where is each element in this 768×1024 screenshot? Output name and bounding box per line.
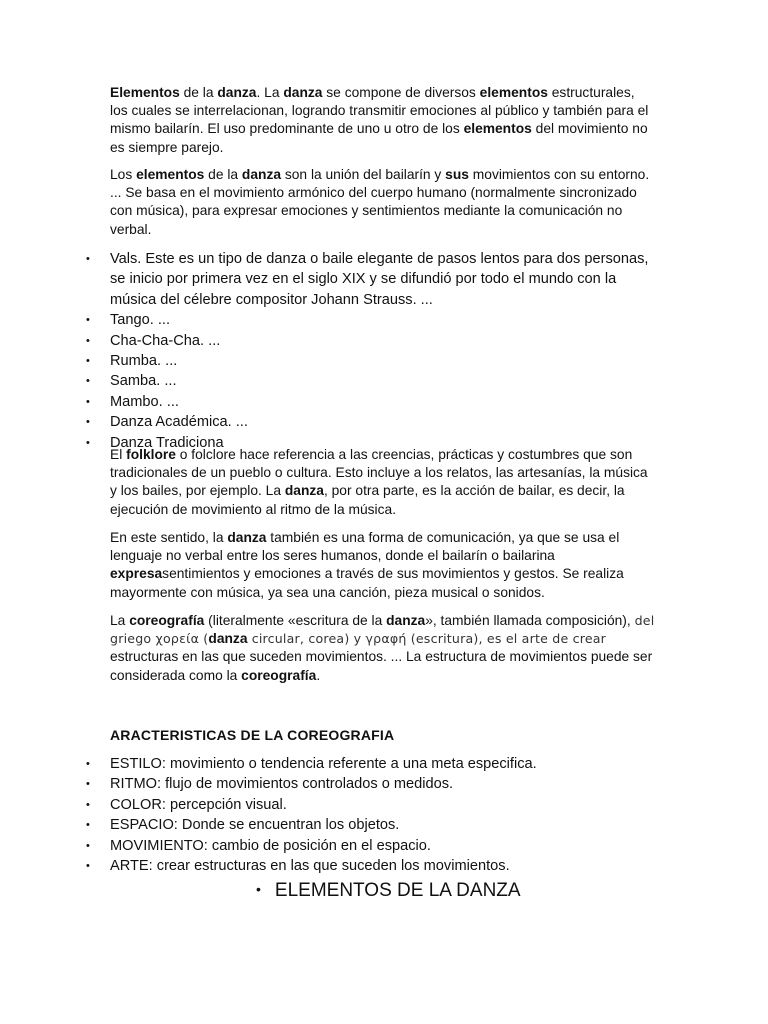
text-run: también es una forma de comunicación, ya que se usa el lenguaje no verbal entre los seres humanos, donde el bailarín o bailarina — [110, 530, 620, 564]
list-item — [0, 795, 650, 815]
text-run: estructurales, los cuales se interrelacionan, logrando transmitir emociones al público y también para el mismo bailarín. El uso predominante de uno u otro de los — [110, 85, 649, 137]
text-run: estructuras en las que suceden movimientos. ... La estructura de movimientos puede ser considerada como la — [110, 649, 653, 683]
dance-types-list — [0, 249, 768, 453]
list-item-text: Samba. ... — [110, 373, 177, 390]
text-run: movimientos con su entorno. ... Se basa en el movimiento armónico del cuerpo humano (normalmente sincronizado con música), para expresar emociones y sentimientos mediante la comunicación no verbal. — [110, 167, 650, 237]
paragraph-coreografia — [110, 612, 655, 685]
list-item — [0, 774, 650, 794]
text-run: sentimientos y emociones a través de sus movimientos y gestos. Se realiza mayormente con música, ya sea una canción, pieza musical o sonidos. — [110, 566, 624, 600]
list-item-text: Danza Tradiciona — [110, 434, 224, 451]
bullet-marker: • — [86, 355, 90, 368]
text-run: de la — [179, 85, 218, 100]
text-run: . — [316, 667, 321, 683]
text-run: del griego χορεία ( — [110, 613, 655, 647]
text-run: Los — [110, 167, 137, 182]
bold-text-run: Elementos — [110, 85, 180, 100]
text-run: La — [110, 613, 130, 628]
list-item-text: Cha-Cha-Cha. ... — [110, 332, 221, 349]
list-item-text: ESTILO: movimiento o tendencia referente a una meta especifica. — [110, 756, 537, 772]
bullet-marker: • — [86, 798, 90, 811]
list-item — [0, 310, 650, 330]
bullet-marker: • — [86, 819, 90, 832]
bullet-marker: • — [86, 416, 90, 429]
bullet-marker: • — [86, 334, 90, 347]
bullet-marker: • — [86, 253, 90, 265]
bullet-marker: • — [86, 839, 90, 852]
text-run: En este sentido, la — [110, 530, 228, 545]
list-item-text: Vals. Este es un tipo de danza o baile elegante de pasos lentos para dos personas, se inicio por primera vez en el siglo XIX y se difundió por todo el mundo con la música del célebre compositor Johann Strauss. ... — [110, 251, 649, 308]
bullet-marker: • — [86, 395, 90, 408]
list-item — [0, 392, 650, 412]
text-run: (literalmente «escritura de la — [204, 613, 387, 628]
bold-text-run: sus — [445, 167, 469, 182]
list-item-text: Mambo. ... — [110, 393, 179, 410]
text-run: del movimiento no es siempre parejo. — [110, 121, 648, 155]
list-item-text: MOVIMIENTO: cambio de posición en el espacio. — [110, 837, 431, 854]
bullet-marker: • — [86, 375, 90, 388]
text-run: son la unión del bailarín y — [281, 167, 446, 182]
text-run: de la — [204, 167, 242, 182]
bold-text-run: folklore — [126, 447, 176, 462]
bold-text-run: elementos — [479, 85, 548, 100]
text-run: se compone de diversos — [322, 85, 480, 100]
list-item-text: Tango. ... — [110, 312, 171, 329]
bullet-marker: • — [256, 881, 261, 897]
list-item — [0, 331, 650, 351]
bullet-marker: • — [86, 436, 90, 449]
bullet-marker: • — [86, 860, 90, 873]
bold-text-run: danza — [386, 613, 426, 628]
list-item — [0, 815, 650, 835]
text-run: , por otra parte, es la acción de bailar, es decir, la ejecución de movimiento al ritmo de la música. — [110, 483, 625, 517]
list-item — [0, 249, 650, 310]
bullet-marker: • — [86, 758, 90, 770]
list-item-text: COLOR: percepción visual. — [110, 796, 287, 813]
paragraph-comunicacion — [110, 529, 655, 602]
paragraph-elementos — [110, 84, 655, 157]
bold-text-run: danza — [208, 631, 248, 647]
final-list-item — [256, 878, 521, 902]
final-item-label: ELEMENTOS DE LA DANZA — [274, 880, 521, 901]
characteristics-list — [0, 754, 768, 876]
text-run: circular, corea) y γραφή (escritura), es el arte de crear — [247, 631, 607, 647]
list-item — [0, 856, 650, 876]
bullet-marker: • — [86, 778, 90, 791]
bold-text-run: danza — [241, 167, 282, 182]
bold-text-run: coreografía — [241, 667, 317, 683]
text-run: . La — [256, 85, 284, 100]
list-item — [0, 836, 650, 856]
bold-text-run: danza — [284, 483, 324, 499]
list-item — [0, 754, 650, 774]
list-item-text: ARTE: crear estructuras en las que suceden los movimientos. — [110, 858, 510, 875]
bold-text-run: coreografía — [129, 613, 205, 628]
section-heading: ARACTERISTICAS DE LA COREOGRAFIA — [110, 727, 395, 743]
list-item — [0, 351, 650, 371]
list-item — [0, 412, 650, 432]
bullet-marker: • — [86, 314, 90, 327]
bold-text-run: danza — [217, 85, 257, 100]
bold-text-run: elementos — [136, 167, 205, 182]
list-item-text: Rumba. ... — [110, 353, 178, 370]
list-item-text: RITMO: flujo de movimientos controlados o medidos. — [110, 776, 454, 793]
bold-text-run: elementos — [463, 121, 532, 137]
paragraph-union — [110, 166, 655, 239]
text-run: o folclore hace referencia a las creencias, prácticas y costumbres que son tradicionales de un pueblo o cultura. Esto incluye a los relatos, las artesanías, la música y los bailes, por ejemplo. La — [110, 447, 648, 499]
list-item-text: ESPACIO: Donde se encuentran los objetos. — [110, 817, 400, 834]
paragraph-folklore — [110, 446, 655, 519]
text-run: », también llamada composición), — [425, 613, 635, 628]
list-item — [0, 371, 650, 391]
bold-text-run: danza — [227, 530, 267, 545]
list-item-text: Danza Académica. ... — [110, 414, 248, 431]
text-run: El — [110, 447, 127, 462]
bold-text-run: expresa — [110, 566, 163, 582]
bold-text-run: danza — [283, 85, 323, 100]
